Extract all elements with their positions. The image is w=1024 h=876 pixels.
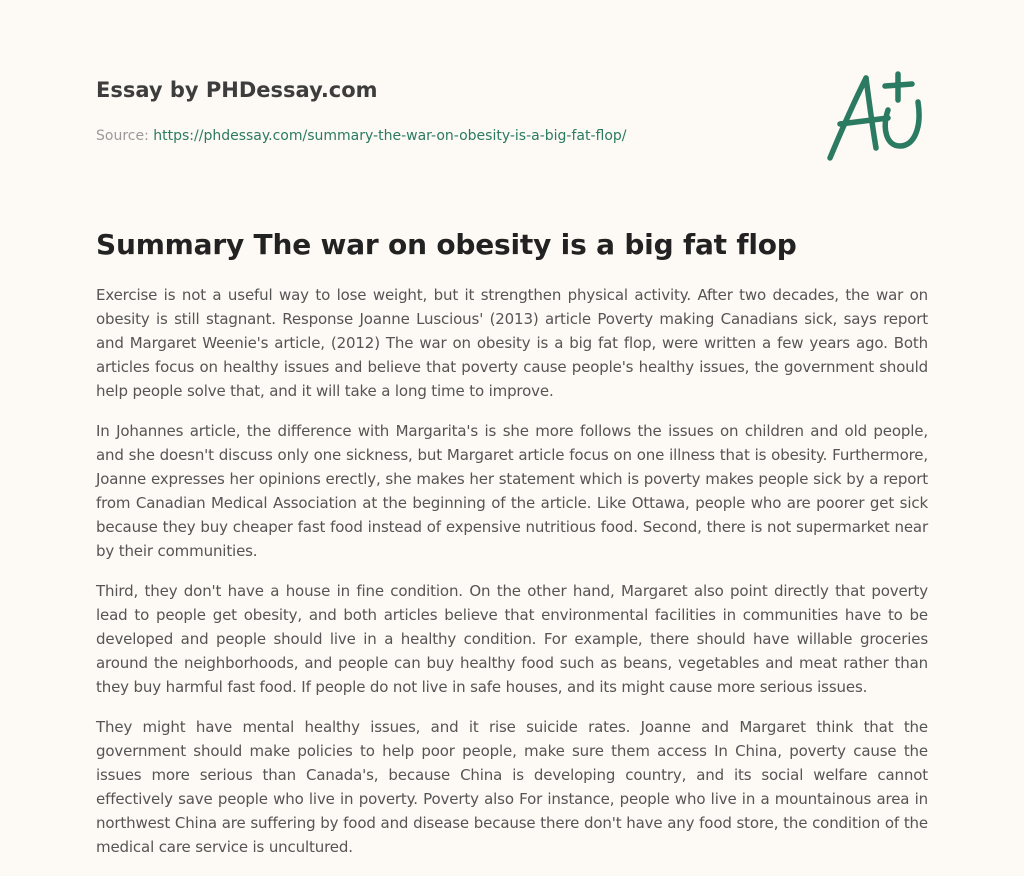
source-link[interactable]: https://phdessay.com/summary-the-war-on-obesity-is-a-big-fat-flop/ (153, 128, 627, 144)
source-line (96, 126, 736, 146)
page-header (96, 76, 736, 146)
source-label: Source: (96, 128, 154, 144)
essay-paragraph: Third, they don't have a house in fine condition. On the other hand, Margaret also point directly that poverty lead to people get obesity, and both articles believe that environmental facilities in communities have to be developed and people should live in a healthy condition. For example, there should have willable groceries around the neighborhoods, and people can buy healthy food such as beans, vegetables and meat rather than they buy harmful fast food. If people do not live in safe houses, and its might cause more serious issues. (96, 582, 928, 696)
essay-content (96, 226, 928, 875)
site-title: Essay by PHDessay.com (96, 78, 378, 102)
essay-title: Summary The war on obesity is a big fat flop (96, 228, 797, 261)
essay-paragraph: In Johannes article, the difference with Margarita's is she more follows the issues on children and old people, and she doesn't discuss only one sickness, but Margaret article focus on one illness that is obesity. Furthermore, Joanne expresses her opinions erectly, she makes her statement which is poverty makes people sick by a report from Canadian Medical Association at the beginning of the article. Like Ottawa, people who are poorer get sick because they buy cheaper fast food instead of expensive nutritious food. Second, there is not supermarket near by their communities. (96, 422, 928, 560)
essay-paragraph: Exercise is not a useful way to lose weight, but it strengthen physical activity. After two decades, the war on obesity is still stagnant. Response Joanne Luscious' (2013) article Poverty making Canadians sick, says report and Margaret Weenie's article, (2012) The war on obesity is a big fat flop, were written a few years ago. Both articles focus on healthy issues and believe that poverty cause people's healthy issues, the government should help people solve that, and it will take a long time to improve. (96, 286, 928, 400)
a-plus-grade-icon (822, 66, 932, 166)
essay-paragraph: They might have mental healthy issues, and it rise suicide rates. Joanne and Margaret think that the government should make policies to help poor people, make sure them access In China, poverty cause the issues more serious than Canada's, because China is developing country, and its social welfare cannot effectively save people who live in poverty. Poverty also For instance, people who live in a mountainous area in northwest China are suffering by food and disease because there don't have any food store, the condition of the medical care service is uncultured. (96, 718, 928, 856)
